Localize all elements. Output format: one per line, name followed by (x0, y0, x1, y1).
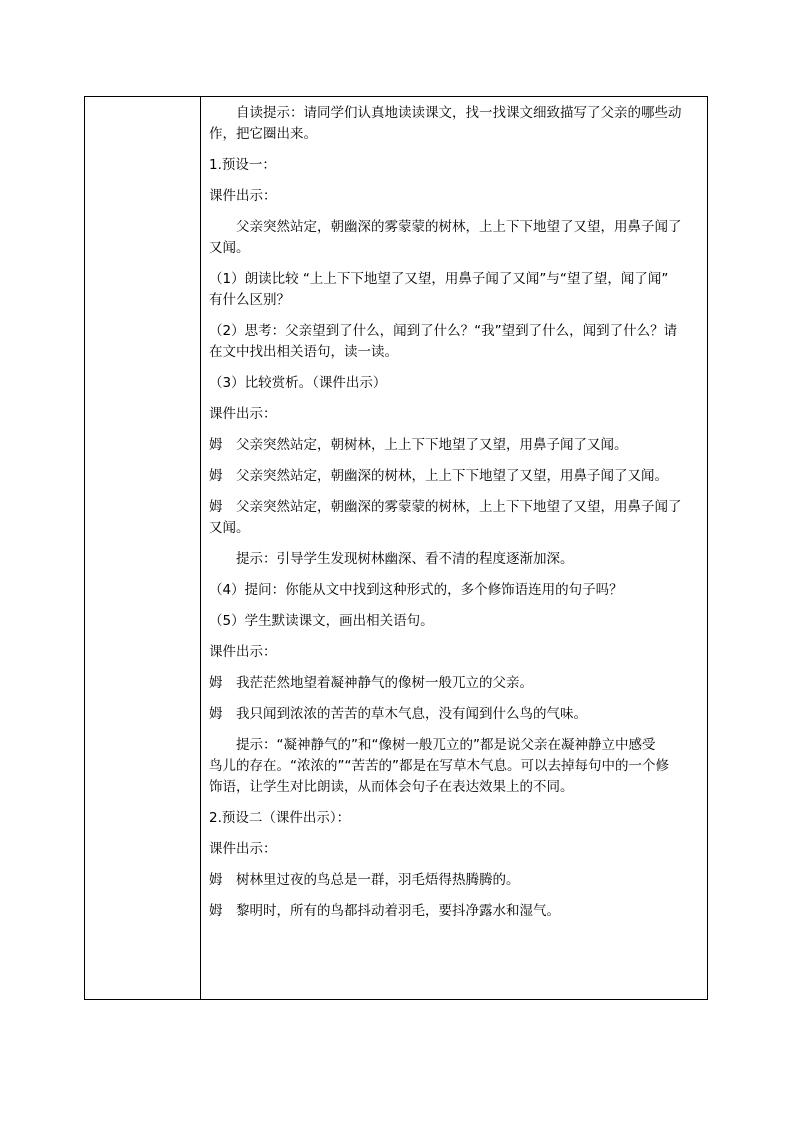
text-line (209, 435, 701, 456)
text-line (209, 238, 701, 259)
bullet-mark: 姆 (209, 872, 223, 888)
text-line (209, 404, 701, 425)
text-line (209, 103, 701, 124)
line-text: 饰语，让学生对比朗读，从而体会句子在表达效果上的不同。 (209, 779, 574, 795)
bullet-mark: 姆 (209, 903, 223, 919)
line-text: （4）提问：你能从文中找到这种形式的，多个修饰语连用的句子吗？ (209, 582, 623, 598)
text-line (209, 870, 701, 891)
text-line (209, 673, 701, 694)
line-text: （1）朗读比较 “上上下下地望了又望，用鼻子闻了又闻”与“望了望，闻了闻” (209, 271, 669, 287)
line-text: 在文中找出相关语句，读一读。 (209, 344, 398, 360)
text-line (209, 155, 701, 176)
text-line (209, 839, 701, 860)
line-text: （3）比较赏析。（课件出示） (209, 375, 387, 391)
text-line (209, 611, 701, 632)
line-text: 父亲突然站定，朝幽深的雾蒙蒙的树林，上上下下地望了又望，用鼻子闻了 (236, 219, 682, 235)
line-text: 提示：引导学生发现树林幽深、看不清的程度逐渐加深。 (236, 551, 574, 567)
text-line (209, 580, 701, 601)
bullet-mark: 姆 (209, 675, 223, 691)
line-text: 课件出示： (209, 841, 277, 857)
line-text: 课件出示： (209, 406, 277, 422)
text-line (209, 518, 701, 539)
line-text: 鸟儿的存在。“浓浓的”“苦苦的”都是在写草木气息。可以去掉每句中的一个修 (209, 758, 669, 774)
table-content-cell (201, 97, 707, 999)
line-text: 课件出示： (209, 188, 277, 204)
line-text: 又闻。 (209, 520, 250, 536)
text-line (209, 756, 701, 777)
line-text: 作，把它圈出来。 (209, 126, 317, 142)
line-text: （5）学生默读课文，画出相关语句。 (209, 613, 434, 629)
text-line (209, 321, 701, 342)
text-line (209, 217, 701, 238)
bullet-mark: 姆 (209, 499, 223, 515)
lesson-table (84, 96, 708, 1000)
line-text: 我茫茫然地望着凝神静气的像树一般兀立的父亲。 (236, 675, 533, 691)
line-text: 有什么区别？ (209, 292, 290, 308)
text-line (209, 342, 701, 363)
text-line (209, 373, 701, 394)
text-line (209, 124, 701, 145)
bullet-mark: 姆 (209, 706, 223, 722)
line-text: 黎明时，所有的鸟都抖动着羽毛，要抖净露水和湿气。 (236, 903, 560, 919)
table-left-cell (85, 97, 201, 999)
line-text: 父亲突然站定，朝树林，上上下下地望了又望，用鼻子闻了又闻。 (236, 437, 628, 453)
text-line (209, 269, 701, 290)
line-text: 我只闻到浓浓的苦苦的草木气息，没有闻到什么鸟的气味。 (236, 706, 587, 722)
line-text: 课件出示： (209, 644, 277, 660)
line-text: 父亲突然站定，朝幽深的树林，上上下下地望了又望，用鼻子闻了又闻。 (236, 468, 668, 484)
line-text: 提示：“凝神静气的”和“像树一般兀立的”都是说父亲在凝神静立中感受 (236, 737, 656, 753)
text-line (209, 186, 701, 207)
bullet-mark: 姆 (209, 437, 223, 453)
text-line (209, 290, 701, 311)
text-line (209, 704, 701, 725)
line-text: 父亲突然站定，朝幽深的雾蒙蒙的树林，上上下下地望了又望，用鼻子闻了 (236, 499, 682, 515)
text-line (209, 642, 701, 663)
text-line (209, 901, 701, 922)
text-line (209, 466, 701, 487)
text-line (209, 735, 701, 756)
line-text: 2.预设二（课件出示）： (209, 810, 351, 826)
line-text: （2）思考：父亲望到了什么，闻到了什么？“我”望到了什么，闻到了什么？请 (209, 323, 678, 339)
line-text: 1.预设一： (209, 157, 276, 173)
bullet-mark: 姆 (209, 468, 223, 484)
text-line (209, 497, 701, 518)
line-text: 树林里过夜的鸟总是一群，羽毛焐得热腾腾的。 (236, 872, 520, 888)
text-line (209, 549, 701, 570)
text-line (209, 777, 701, 798)
text-line (209, 808, 701, 829)
line-text: 又闻。 (209, 240, 250, 256)
line-text: 自读提示：请同学们认真地读读课文，找一找课文细致描写了父亲的哪些动 (236, 105, 682, 121)
